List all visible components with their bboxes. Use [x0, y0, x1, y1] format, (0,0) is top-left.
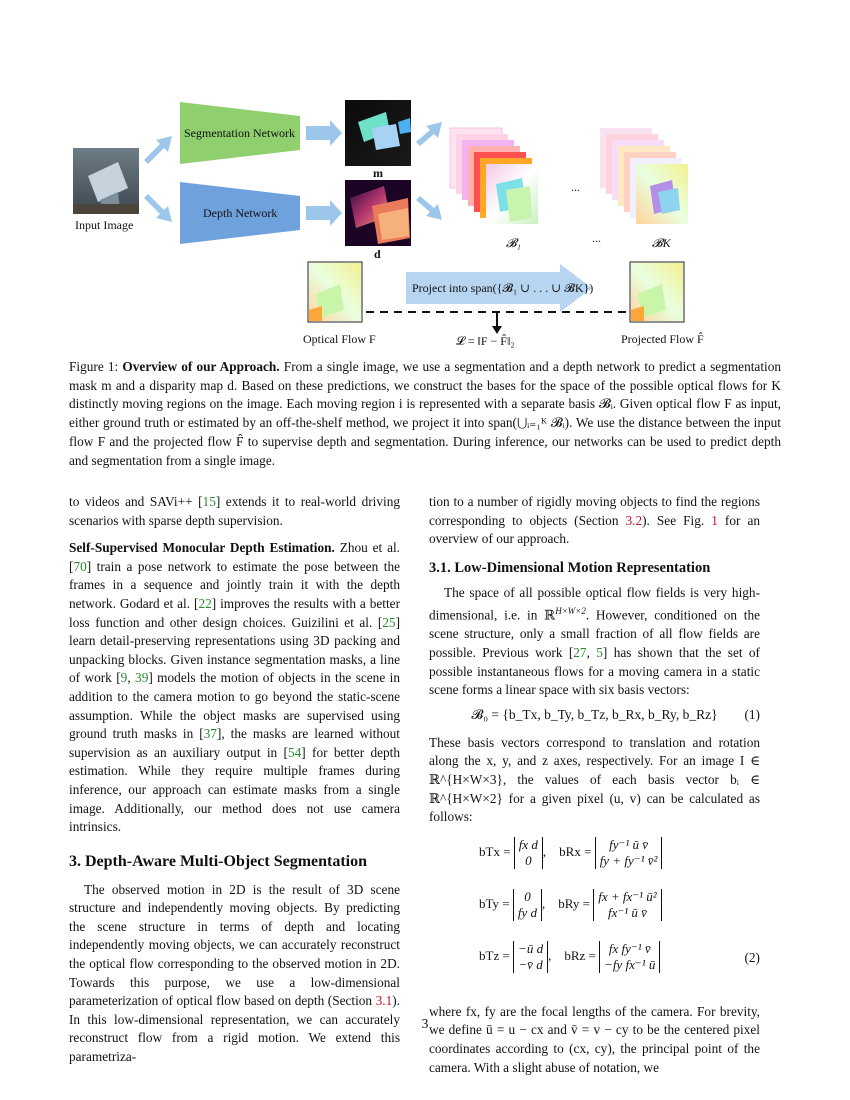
optical-flow-image [308, 262, 362, 322]
citation-link[interactable]: 5 [596, 644, 603, 660]
basis-ry-matrix [593, 889, 661, 921]
matrix-entry: 0 [525, 852, 532, 868]
text-span: ] improves the results with a better loss function and other design choices. Guizilini et al. [ [69, 595, 400, 630]
basis-tx-lhs: bTx = [479, 844, 511, 860]
input-image-label: Input Image [75, 218, 134, 232]
basis-ty-matrix [513, 889, 542, 921]
text-span: ], the masks are learned without supervision as an auxiliary output in [ [69, 726, 400, 760]
text-span: ] models the motion of objects in the scene in addition to the camera motion to go beyond the static-scene assumption. While the object masks are supervised using ground truth masks in [ [69, 670, 400, 742]
basis-rz-matrix [599, 941, 660, 973]
citation-link[interactable]: 37 [203, 726, 217, 742]
paragraph [429, 493, 760, 549]
text-span: ] learn detail-preserving representations using 3D packing and unpacking blocks. Given instance segmentation masks, a line of work [ [69, 614, 400, 686]
equation-2 [429, 833, 760, 993]
basis-ty-lhs: bTy = [479, 896, 510, 912]
superscript: H×W×2 [555, 606, 586, 617]
matrix-entry: −ū d [518, 940, 544, 956]
basis-ry-lhs: bRy = [558, 896, 590, 912]
matrix-entry: fy⁻¹ ū v̄ [609, 836, 648, 852]
matrix-entry: fy d [517, 904, 538, 920]
equation-1 [429, 700, 760, 734]
section-reference-link[interactable]: 3.2 [625, 512, 643, 528]
basis-rz-lhs: bRz = [564, 948, 596, 964]
text-span: tion to a number of rigidly moving objects to find the regions corresponding to objects (Section [429, 494, 760, 528]
paragraph [429, 584, 760, 700]
caption-text: From a single image, we use a segmentation and a depth network to predict a segmentation mask m and a disparity map d. Based on these predictions, we construct the bases for the space of the possible optical flows for K distinctly moving regions on the image. Each moving region i is represented with a separate basis 𝓑ᵢ. Given optical flow F as input, either ground truth or estimated by an off-the-shelf method, we project it into span(⋃ᵢ₌₁ᴷ 𝓑ᵢ). We use the distance between the input flow F and the projected flow F̂ to supervise depth and segmentation. During inference, our networks can be used to predict depth and segmentation from a single image. [69, 359, 782, 468]
caption-title: Overview of our Approach. [122, 359, 280, 374]
segmentation-network-label: Segmentation Network [184, 126, 295, 140]
basis-k-label: 𝓑K [652, 236, 671, 250]
text-span: , [127, 670, 136, 686]
text-span: The observed motion in 2D is the result of 3D scene structure and independently moving objects. By predicting the scene structure in terms of depth and locating independently moving objects, we can accurately reconstruct the optical flow corresponding to the observed motion in 2D. Towards this purpose, we use a low-dimensional parameterization of optical flow based on depth (Section [69, 881, 400, 1009]
text-span: ] has shown that the set of possible instantaneous flows for a moving camera in a static scene forms a linear space with six basis vectors: [429, 644, 760, 698]
basis-rx-lhs: bRx = [559, 844, 592, 860]
citation-link[interactable]: 70 [73, 558, 87, 574]
projected-flow-image [630, 262, 684, 322]
section-title: 3. Depth-Aware Multi-Object Segmentation [69, 852, 368, 870]
text-span: ). See Fig. [642, 512, 712, 528]
text-span: ] for better depth estimation. While they require multiple frames during inference, our approach can estimate masks from a single image. Additionally, our method does not use camera intrinsics. [69, 744, 400, 835]
text-span: The space of all possible optical flow fields is very high-dimensional, i.e. in ℝ [429, 584, 760, 623]
basis-rx-matrix [595, 837, 663, 869]
equation-2-number: (2) [744, 949, 760, 965]
figure-caption [69, 358, 781, 470]
paragraph: These basis vectors correspond to translation and rotation along the x, y, and z axes, respectively. For an image I ∈ ℝ^{H×W×3}, the values of each basis vector bᵢ ∈ ℝ^{H×W×2} for a given pixel (u, v) can be calculated as follows: [429, 734, 760, 825]
figure-1 [60, 88, 790, 350]
matrix-entry: −fy fx⁻¹ ū [604, 956, 656, 972]
arrow-input-to-seg [144, 136, 172, 164]
citation-link[interactable]: 9 [120, 670, 128, 686]
citation-link[interactable]: 54 [287, 744, 302, 760]
figure-diagram [60, 88, 790, 350]
loss-arrow [492, 312, 502, 334]
ellipsis-top: ... [571, 180, 580, 194]
right-column [429, 493, 760, 1077]
arrow-seg-to-mask [306, 120, 342, 146]
matrix-entry: fx + fx⁻¹ ū² [598, 888, 657, 904]
arrow-depth-to-disparity [306, 200, 342, 226]
matrix-entry: fx fy⁻¹ v̄ [608, 940, 651, 956]
arrow-input-to-depth [144, 194, 172, 222]
matrix-row-z: bTz = −ū d −v̄ d, bRz = fx fy⁻¹ v̄ −fy fx⁻¹ ū [479, 941, 660, 973]
segmentation-mask-image [345, 100, 411, 166]
text-span: . However, conditioned on the scene structure, only a small fraction of all flow fields are possible. Previous work [ [429, 607, 761, 660]
paragraph [69, 539, 400, 837]
mask-symbol: m [373, 166, 383, 180]
citation-link[interactable]: 15 [202, 494, 216, 509]
matrix-row-y: bTy = 0 fy d, bRy = fx + fx⁻¹ ū² fx⁻¹ ū v̄ [479, 889, 662, 921]
matrix-entry: fx⁻¹ ū v̄ [608, 904, 647, 920]
arrow-disparity-to-basis [416, 196, 442, 220]
citation-link[interactable]: 22 [198, 595, 212, 611]
text-span: to videos and SAVi++ [ [69, 494, 203, 509]
subsection-title: 3.1. Low-Dimensional Motion Representation [429, 559, 711, 576]
optical-flow-label: Optical Flow F [303, 332, 376, 346]
matrix-entry: fy + fy⁻¹ v̄² [599, 852, 658, 868]
basis-k-stack [600, 128, 688, 224]
page-number: 3 [421, 1016, 429, 1031]
loss-label: 𝓛 = ‖F − F̂‖₂ [456, 334, 515, 348]
basis-tz-matrix [513, 941, 548, 973]
paragraph-heading: Self-Supervised Monocular Depth Estimation. [69, 540, 335, 556]
disparity-symbol: d [374, 247, 381, 261]
text-span: , [586, 644, 597, 660]
text-span: ). In this low-dimensional representation, we can accurately reconstruct flow from a rigid motion. We extend this parametriza- [69, 993, 400, 1065]
text-span: Zhou et al. [ [69, 540, 400, 574]
basis-1-stack [450, 128, 538, 224]
text-span: ] train a pose network to estimate the pose between the frames in a sequence and jointly train it with the depth network. Godard et al. [ [69, 558, 400, 611]
project-label: Project into span({𝓑₁ ∪ . . . ∪ 𝓑K}) [412, 281, 594, 295]
paragraph [69, 881, 400, 1067]
left-column [69, 493, 400, 1067]
equation-1-number: (1) [744, 706, 760, 722]
matrix-row-x: bTx = fx d 0, bRx = fy⁻¹ ū v̄ fy + fy⁻¹ v̄² [479, 837, 662, 869]
caption-label: Figure 1: [69, 359, 119, 374]
basis-1-label: 𝓑₁ [506, 236, 521, 250]
input-image [73, 148, 139, 214]
citation-link[interactable]: 27 [573, 644, 587, 660]
paragraph: where fx, fy are the focal lengths of the camera. For brevity, we define ū = u − cx and v̄ = v − cy to be the centered pixel coordinates according to (cx, cy), the principal point of the camera. With a slight abuse of notation, we [429, 1003, 760, 1075]
matrix-entry: 0 [524, 888, 531, 904]
citation-link[interactable]: 39 [135, 670, 149, 686]
depth-network-label: Depth Network [203, 206, 278, 220]
paragraph [69, 493, 400, 530]
ellipsis-bottom: ... [592, 231, 601, 245]
basis-tz-lhs: bTz = [479, 948, 510, 964]
basis-tx-matrix [514, 837, 543, 869]
matrix-entry: fx d [518, 836, 538, 852]
figure-reference-link[interactable]: 1 [711, 512, 718, 528]
matrix-entry: −v̄ d [518, 956, 543, 972]
disparity-map-image [345, 180, 411, 246]
citation-link[interactable]: 25 [382, 614, 396, 630]
text-span: for an overview of our approach. [429, 512, 760, 547]
text-span: ] extends it to real-world driving scenarios with sparse depth supervision. [69, 494, 401, 528]
arrow-mask-to-basis [416, 122, 442, 146]
section-reference-link[interactable]: 3.1 [375, 993, 393, 1009]
equation-1-body: 𝓑₀ = {b_Tx, b_Ty, b_Tz, b_Rx, b_Ry, b_Rz} [471, 706, 718, 722]
projected-flow-label: Projected Flow F̂ [621, 332, 704, 346]
